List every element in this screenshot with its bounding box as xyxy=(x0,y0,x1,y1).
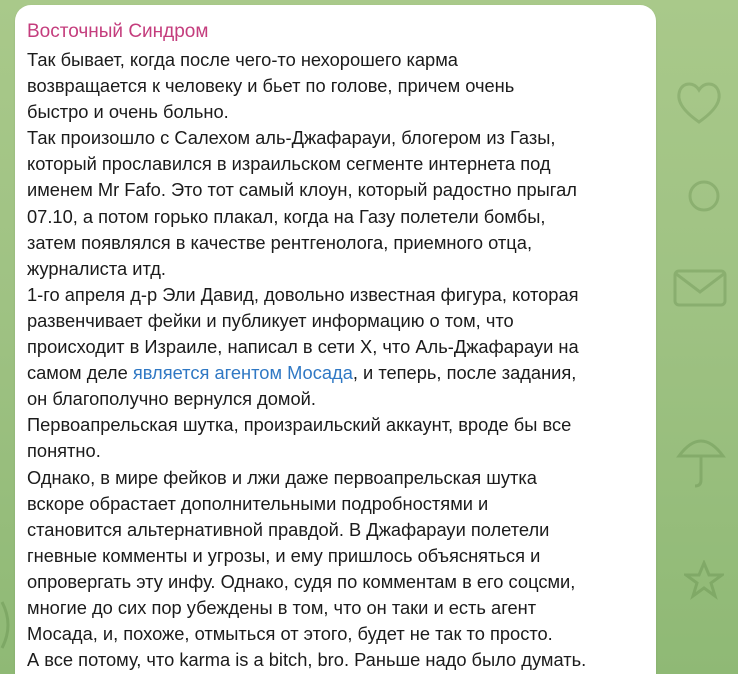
paragraph-3-start: 1-го апреля д-р Эли Давид, довольно известная фигура, которая развенчивает фейки и публикует информацию о том, что происходит в Израиле, написал в сети X, что Аль-Джафарауи на самом деле xyxy=(27,283,579,384)
background-doodle-star-icon xyxy=(684,560,724,600)
background-doodle-umbrella-icon xyxy=(676,430,726,490)
paragraph-5: Однако, в мире фейков и лжи даже первоапрельская шутка вскоре обрастает дополнительными подробностями и становится альтернативной правдой. В Джафарауи полетели гневные комменты и угрозы, и ему пришлось объясняться и опровергать эту инфу. Однако, судя по комментам в его соцсми, многие до сих пор убеждены в том, что он таки и есть агент Мосада, и, похоже, отмыться от этого, будет не так то просто. xyxy=(27,466,576,645)
background-doodle-envelope-icon xyxy=(672,268,728,308)
message-text xyxy=(27,47,651,673)
background-doodle-circle-icon xyxy=(686,178,722,214)
paragraph-2: Так произошло с Салехом аль-Джафарауи, блогером из Газы, который прославился в израильском сегменте интернета под именем Mr Fafo. Это тот самый клоун, который радостно прыгал 07.10, а потом горько плакал, когда на Газу полетели бомбы, затем появлялся в качестве рентгенолога, приемного отца, журналиста итд. xyxy=(27,127,577,279)
paragraph-6: А все потому, что karma is a bitch, bro. Раньше надо было думать. xyxy=(27,649,587,671)
paragraph-1: Так бывает, когда после чего-то нехорошего карма возвращается к человеку и бьет по голове, причем очень быстро и очень больно. xyxy=(27,49,515,123)
paragraph-3-end: , и теперь, после задания, он благополучно вернулся домой. xyxy=(27,362,577,410)
mossad-agent-link[interactable]: является агентом Мосада xyxy=(132,362,353,384)
paragraph-4: Первоапрельская шутка, произраильский аккаунт, вроде бы все понятно. xyxy=(27,414,572,462)
background-doodle-heart-icon xyxy=(672,78,726,126)
background-doodle-leaf-icon xyxy=(0,600,14,650)
message-bubble[interactable] xyxy=(15,5,656,674)
channel-name[interactable]: Восточный Синдром xyxy=(27,21,209,42)
